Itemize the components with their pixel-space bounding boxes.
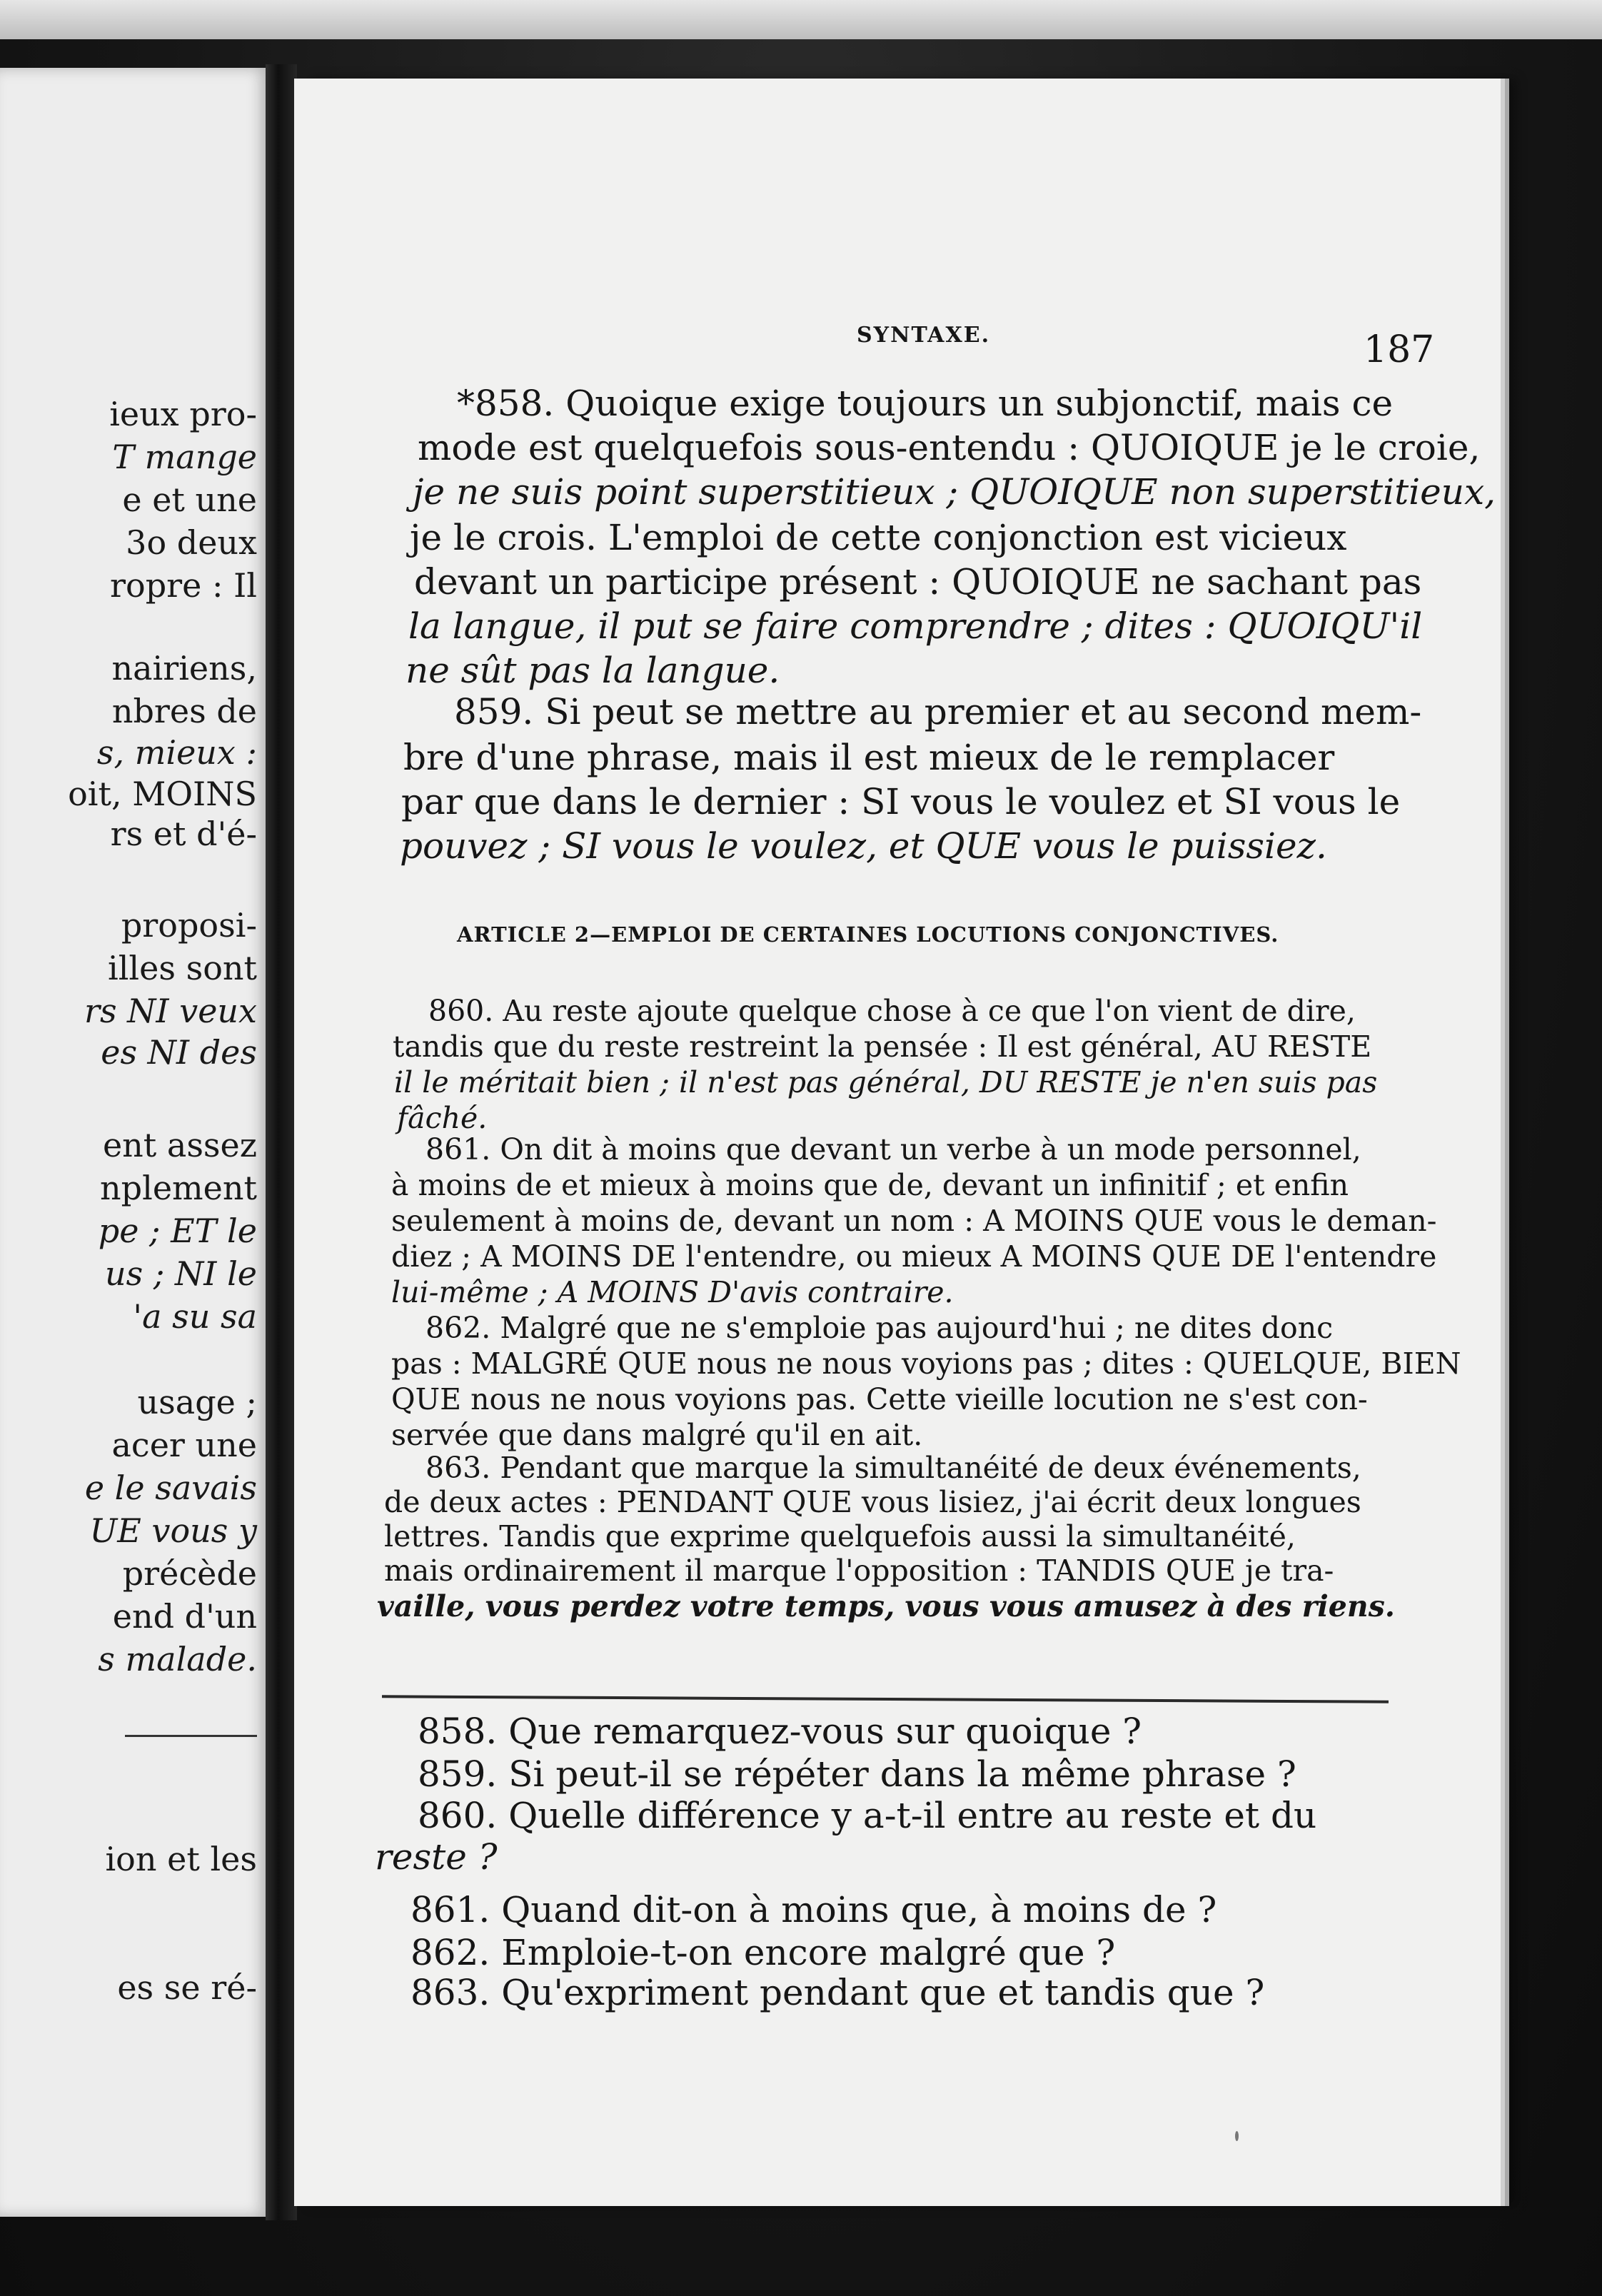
left-fragment: s, mieux : bbox=[96, 733, 257, 772]
book-spine bbox=[266, 64, 297, 2220]
left-fragment: UE vous y bbox=[89, 1511, 257, 1550]
text-line: je ne suis point superstitieux ; QUOIQUE non superstitieux, bbox=[413, 471, 1496, 513]
left-fragment: ropre : Il bbox=[110, 566, 257, 605]
text-line: 859. Si peut se mettre au premier et au second mem- bbox=[454, 691, 1422, 732]
text-line: par que dans le dernier : SI vous le voulez et SI vous le bbox=[401, 781, 1401, 822]
scan-top-edge bbox=[0, 0, 1602, 39]
question-line: 863. Qu'expriment pendant que et tandis que ? bbox=[410, 1972, 1265, 2013]
left-fragment: es NI des bbox=[101, 1033, 257, 1072]
left-fragment: ieux pro- bbox=[109, 395, 257, 433]
text-line: QUE nous ne nous voyions pas. Cette vieille locution ne s'est con- bbox=[391, 1382, 1368, 1416]
left-fragment: illes sont bbox=[108, 949, 257, 987]
text-line: pouvez ; SI vous le voulez, et QUE vous le puissiez. bbox=[400, 825, 1327, 867]
left-fragment: es se ré- bbox=[117, 1968, 257, 2007]
text-line: tandis que du reste restreint la pensée : Il est général, AU RESTE bbox=[393, 1029, 1372, 1064]
left-fragment: nbres de bbox=[111, 692, 257, 730]
left-fragment: end d'un bbox=[112, 1597, 257, 1636]
left-fragment: us ; NI le bbox=[105, 1254, 257, 1293]
text-line: je le crois. L'emploi de cette conjonction est vicieux bbox=[410, 517, 1347, 558]
text-line: fâché. bbox=[397, 1101, 488, 1135]
text-line: la langue, il put se faire comprendre ; dites : QUOIQU'il bbox=[408, 605, 1423, 647]
left-fragment: oit, MOINS bbox=[68, 775, 257, 813]
article-heading: ARTICLE 2—EMPLOI DE CERTAINES LOCUTIONS CONJONCTIVES. bbox=[457, 922, 1279, 947]
text-line: ne sût pas la langue. bbox=[405, 650, 780, 691]
left-fragment: 'a su sa bbox=[133, 1297, 257, 1336]
left-fragment: précède bbox=[122, 1554, 257, 1593]
text-line: de deux actes : PENDANT QUE vous lisiez, j'ai écrit deux longues bbox=[384, 1485, 1361, 1519]
question-line: 858. Que remarquez-vous sur quoique ? bbox=[418, 1711, 1142, 1752]
left-fragment: rs NI veux bbox=[84, 992, 257, 1030]
text-line: pas : MALGRÉ QUE nous ne nous voyions pas ; dites : QUELQUE, BIEN bbox=[391, 1346, 1461, 1381]
running-header: SYNTAXE. bbox=[857, 323, 991, 348]
text-line: vaille, vous perdez votre temps, vous vous amusez à des riens. bbox=[377, 1589, 1396, 1623]
page-number: 187 bbox=[1364, 328, 1435, 371]
left-fragment: ent assez bbox=[102, 1126, 257, 1164]
question-line: 862. Emploie-t-on encore malgré que ? bbox=[410, 1932, 1116, 1973]
left-fragment: usage ; bbox=[137, 1383, 257, 1421]
text-line: 860. Au reste ajoute quelque chose à ce que l'on vient de dire, bbox=[428, 994, 1356, 1028]
left-fragment: T mange bbox=[112, 438, 257, 476]
left-fragment: nairiens, bbox=[111, 649, 257, 688]
text-line: devant un participe présent : QUOIQUE ne sachant pas bbox=[414, 561, 1422, 603]
left-fragment: ion et les bbox=[105, 1840, 257, 1878]
left-fragment: e et une bbox=[122, 480, 257, 519]
text-line: 861. On dit à moins que devant un verbe à un mode personnel, bbox=[425, 1132, 1361, 1167]
left-fragment: rs et d'é- bbox=[110, 815, 257, 853]
left-fragment: acer une bbox=[111, 1426, 257, 1464]
left-fragment: s malade. bbox=[98, 1640, 257, 1678]
text-line: diez ; A MOINS DE l'entendre, ou mieux A MOINS QUE DE l'entendre bbox=[391, 1239, 1437, 1274]
left-fragment: nplement bbox=[100, 1169, 257, 1207]
left-fragment: e le savais bbox=[84, 1469, 257, 1507]
text-line: lui-même ; A MOINS D'avis contraire. bbox=[391, 1275, 954, 1309]
question-line: 861. Quand dit-on à moins que, à moins de ? bbox=[410, 1889, 1217, 1930]
left-page bbox=[0, 68, 270, 2217]
text-line: servée que dans malgré qu'il en ait. bbox=[391, 1418, 923, 1452]
text-line: *858. Quoique exige toujours un subjonctif, mais ce bbox=[457, 383, 1394, 424]
left-fragment: 3o deux bbox=[126, 523, 257, 562]
left-divider bbox=[125, 1735, 257, 1737]
text-line: lettres. Tandis que exprime quelquefois aussi la simultanéité, bbox=[384, 1519, 1296, 1554]
scan-speck bbox=[1235, 2131, 1239, 2141]
question-line: reste ? bbox=[375, 1836, 498, 1878]
question-line: 860. Quelle différence y a-t-il entre au reste et du bbox=[418, 1795, 1317, 1836]
text-line: seulement à moins de, devant un nom : A MOINS QUE vous le deman- bbox=[391, 1204, 1437, 1238]
text-line: à moins de et mieux à moins que de, devant un infinitif ; et enfin bbox=[391, 1168, 1349, 1202]
text-line: mode est quelquefois sous-entendu : QUOIQUE je le croie, bbox=[418, 427, 1481, 468]
left-fragment: pe ; ET le bbox=[98, 1212, 257, 1250]
question-line: 859. Si peut-il se répéter dans la même phrase ? bbox=[418, 1753, 1296, 1795]
text-line: 863. Pendant que marque la simultanéité de deux événements, bbox=[425, 1451, 1361, 1485]
text-line: il le méritait bien ; il n'est pas général, DU RESTE je n'en suis pas bbox=[394, 1065, 1378, 1099]
left-fragment: proposi- bbox=[121, 906, 257, 945]
text-line: 862. Malgré que ne s'emploie pas aujourd'hui ; ne dites donc bbox=[425, 1311, 1334, 1345]
text-line: mais ordinairement il marque l'opposition : TANDIS QUE je tra- bbox=[384, 1554, 1334, 1588]
text-line: bre d'une phrase, mais il est mieux de le remplacer bbox=[403, 737, 1335, 778]
